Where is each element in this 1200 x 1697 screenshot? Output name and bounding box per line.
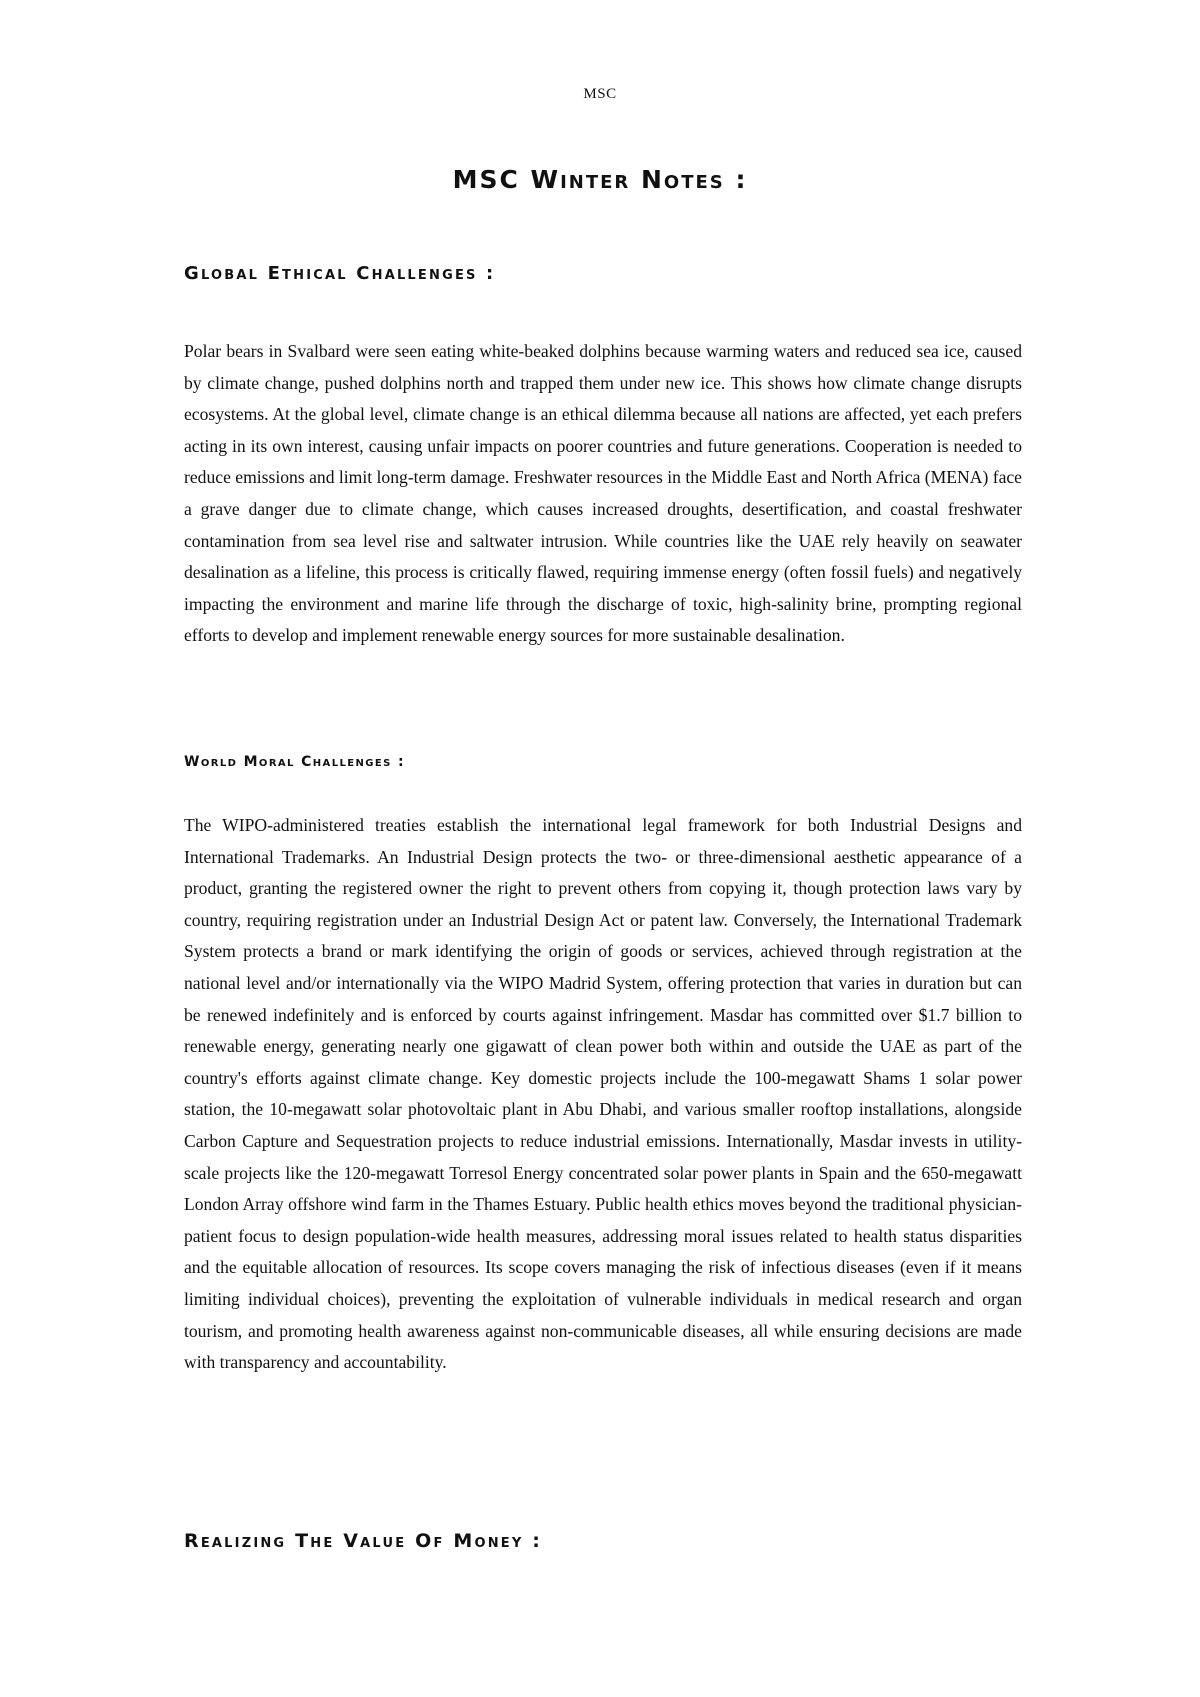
paragraph-world-moral-challenges: The WIPO-administered treaties establish the international legal framework for both Industrial Designs and International Trademarks. An Industrial Design protects the two- or three-dimensional aesthetic appearance of a product, granting the registered owner the right to prevent others from copying it, though protection laws vary by country, requiring registration under an Industrial Design Act or patent law. Conversely, the International Trademark System protects a brand or mark identifying the origin of goods or services, achieved through registration at the national level and/or internationally via the WIPO Madrid System, offering protection that varies in duration but can be renewed indefinitely and is enforced by courts against infringement. Masdar has committed over $1.7 billion to renewable energy, generating nearly one gigawatt of clean power both within and outside the UAE as part of the country's efforts against climate change. Key domestic projects include the 100-megawatt Shams 1 solar power station, the 10-megawatt solar photovoltaic plant in Abu Dhabi, and various smaller rooftop installations, alongside Carbon Capture and Sequestration projects to reduce industrial emissions. Internationally, Masdar invests in utility-scale projects like the 120-megawatt Torresol Energy concentrated solar power plants in Spain and the 650-megawatt London Array offshore wind farm in the Thames Estuary. Public health ethics moves beyond the traditional physician-patient focus to design population-wide health measures, addressing moral issues related to health status disparities and the equitable allocation of resources. Its scope covers managing the risk of infectious diseases (even if it means limiting individual choices), preventing the exploitation of vulnerable individuals in medical research and organ tourism, and promoting health awareness against non-communicable diseases, all while ensuring decisions are made with transparency and accountability. bbox=[184, 815, 1022, 1373]
running-header: MSC bbox=[583, 86, 617, 102]
paragraph-global-ethical-challenges: Polar bears in Svalbard were seen eating white-beaked dolphins because warming waters and reduced sea ice, caused by climate change, pushed dolphins north and trapped them under new ice. This shows how climate change disrupts ecosystems. At the global level, climate change is an ethical dilemma because all nations are affected, yet each prefers acting in its own interest, causing unfair impacts on poorer countries and future generations. Cooperation is needed to reduce emissions and limit long-term damage. Freshwater resources in the Middle East and North Africa (MENA) face a grave danger due to climate change, which causes increased droughts, desertification, and coastal freshwater contamination from sea level rise and saltwater intrusion. While countries like the UAE rely heavily on seawater desalination as a lifeline, this process is critically flawed, requiring immense energy (often fossil fuels) and negatively impacting the environment and marine life through the discharge of toxic, high-salinity brine, prompting regional efforts to develop and implement renewable energy sources for more sustainable desalination. bbox=[184, 341, 1022, 646]
document-title: MSC Winter Notes : bbox=[452, 165, 748, 194]
section-heading-world-moral-challenges: World Moral Challenges : bbox=[184, 754, 405, 770]
section-heading-realizing-value-of-money: Realizing The Value Of Money : bbox=[184, 1530, 543, 1552]
section-heading-global-ethical-challenges: Global Ethical Challenges : bbox=[184, 263, 496, 284]
